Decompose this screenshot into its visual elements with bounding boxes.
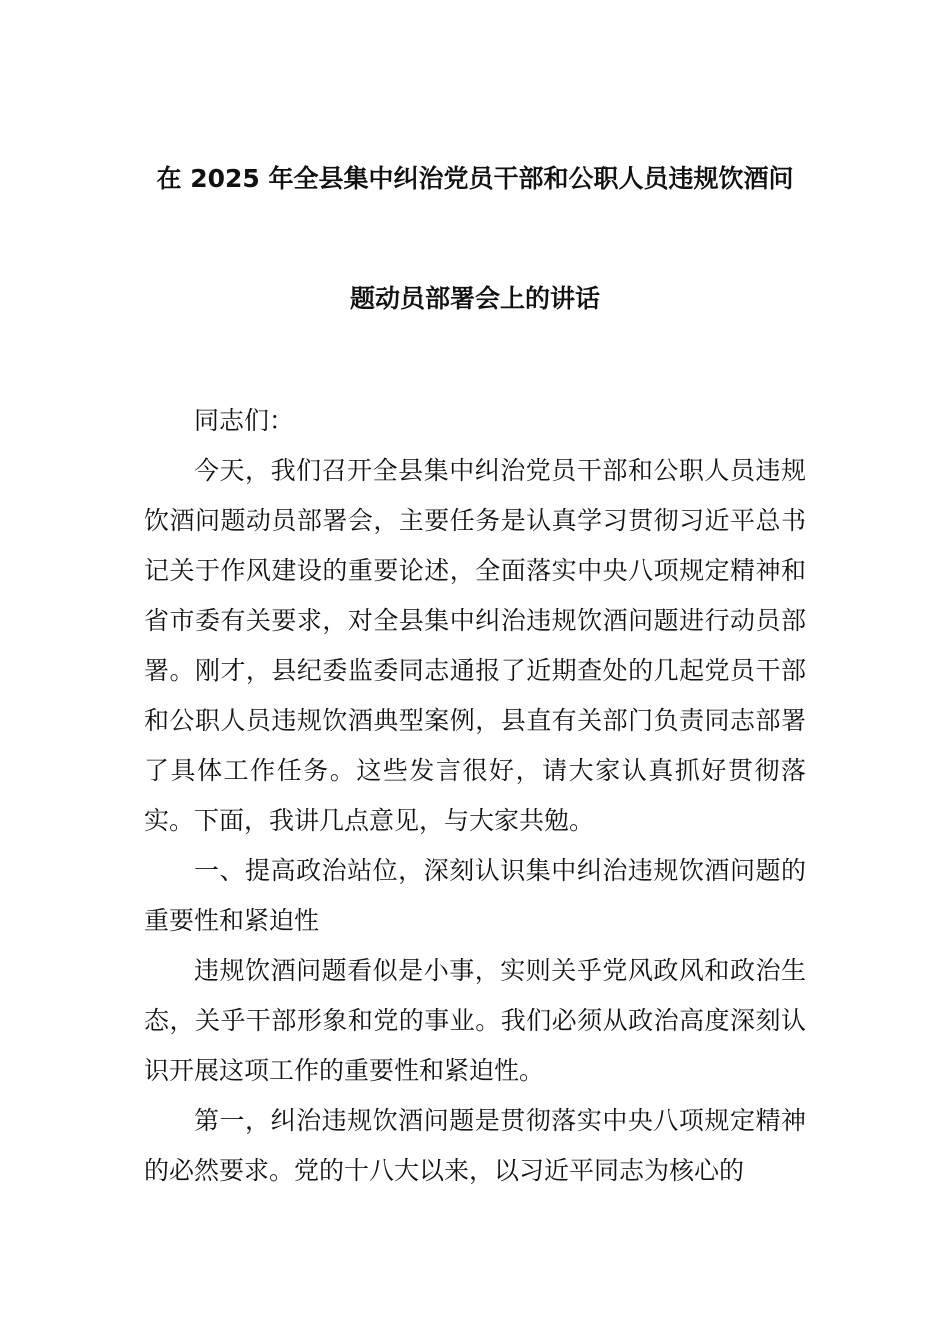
paragraph-point-1: 第一，纠治违规饮酒问题是贯彻落实中央八项规定精神的必然要求。党的十八大以来，以习近平同志为核心的	[144, 1106, 806, 1185]
paragraph-section-1: 违规饮酒问题看似是小事，实则关乎党风政风和政治生态，关乎干部形象和党的事业。我们必须从政治高度深刻认识开展这项工作的重要性和紧迫性。	[144, 956, 806, 1085]
document-title-line-2: 题动员部署会上的讲话	[349, 284, 600, 313]
salutation: 同志们：	[194, 406, 295, 435]
section-heading-1: 一、提高政治站位，深刻认识集中纠治违规饮酒问题的重要性和紧迫性	[144, 856, 806, 935]
paragraph-intro: 今天，我们召开全县集中纠治党员干部和公职人员违规饮酒问题动员部署会，主要任务是认真学习贯彻习近平总书记关于作风建设的重要论述，全面落实中央八项规定精神和省市委有关要求，对全县集中纠治违规饮酒问题进行动员部署。刚才，县纪委监委同志通报了近期查处的几起党员干部和公职人员违规饮酒典型案例，县直有关部门负责同志部署了具体工作任务。这些发言很好，请大家认真抓好贯彻落实。下面，我讲几点意见，与大家共勉。	[144, 456, 806, 835]
document-title-line-1: 在 2025 年全县集中纠治党员干部和公职人员违规饮酒问	[156, 164, 794, 193]
document-body	[144, 396, 806, 1196]
